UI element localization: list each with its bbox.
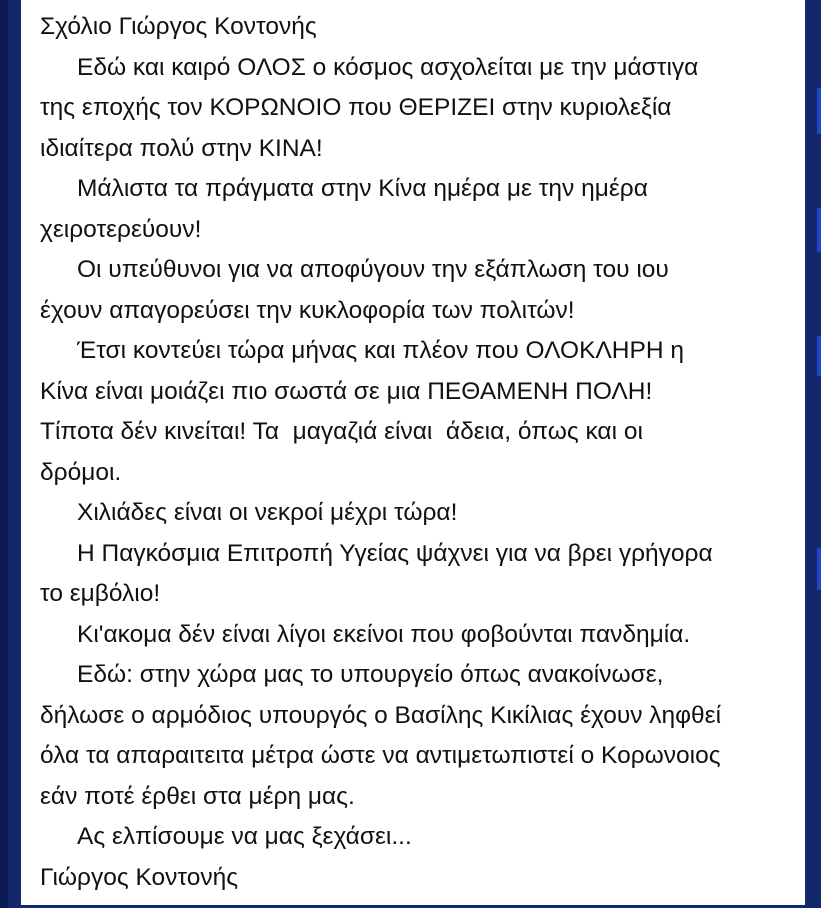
paragraph-line: δρόμοι.: [40, 458, 122, 486]
paragraph-line: εάν ποτέ έρθει στα μέρη μας.: [40, 782, 355, 810]
paragraph-line: Εδώ: στην χώρα μας το υπουργείο όπως ανακοίνωσε,: [77, 661, 664, 688]
paragraph-line: Κίνα είναι μοιάζει πιο σωστά σε μια ΠΕΘΑΜΕΝΗ ΠΟΛΗ!: [40, 377, 653, 405]
paragraph-line: Οι υπεύθυνοι για να αποφύγουν την εξάπλωση του ιου: [77, 256, 669, 283]
paragraph-line: Έτσι κοντεύει τώρα μήνας και πλέον που ΟΛΟΚΛΗΡΗ η: [77, 337, 684, 364]
right-border: [805, 0, 821, 908]
paragraph-line: Η Παγκόσμια Επιτροπή Υγείας ψάχνει για να βρει γρήγορα: [77, 539, 713, 567]
paragraph-line: Μάλιστα τα πράγματα στην Κίνα ημέρα με την ημέρα: [77, 175, 648, 202]
paragraph-line: ιδιαίτερα πολύ στην ΚΙΝΑ!: [40, 134, 323, 162]
comment-panel: [21, 0, 805, 905]
edge-marker: [817, 88, 821, 134]
paragraph-line: Κι'ακομα δέν είναι λίγοι εκείνοι που φοβούνται πανδημία.: [77, 620, 691, 648]
paragraph-line: χειροτερεύουν!: [40, 215, 202, 243]
edge-marker: [817, 548, 821, 590]
paragraph-line: Τίποτα δέν κινείται! Τα μαγαζιά είναι άδεια, όπως και οι: [40, 418, 643, 445]
left-border: [0, 0, 8, 908]
paragraph-line: Ας ελπίσουμε να μας ξεχάσει...: [77, 823, 412, 850]
paragraph-line: έχουν απαγορεύσει την κυκλοφορία των πολιτών!: [40, 296, 575, 324]
comment-signature: Γιώργος Κοντονής: [40, 863, 238, 891]
paragraph-line: Χιλιάδες είναι οι νεκροί μέχρι τώρα!: [77, 499, 458, 526]
paragraph-line: δήλωσε ο αρμόδιος υπουργός ο Βασίλης Κικίλιας έχουν ληφθεί: [40, 701, 722, 729]
paragraph-line: το εμβόλιο!: [40, 580, 161, 607]
edge-marker: [817, 336, 821, 376]
paragraph-line: της εποχής τον ΚΟΡΩΝΟΙΟ που ΘΕΡΙΖΕΙ στην κυριολεξία: [40, 94, 672, 121]
paragraph-line: όλα τα απαραιτειτα μέτρα ώστε να αντιμετωπιστεί ο Κορωνοιος: [40, 742, 721, 769]
paragraph-line: Εδώ και καιρό ΟΛΟΣ ο κόσμος ασχολείται με την μάστιγα: [77, 53, 699, 81]
comment-heading: Σχόλιο Γιώργος Κοντονής: [40, 13, 317, 40]
edge-marker: [817, 208, 821, 252]
